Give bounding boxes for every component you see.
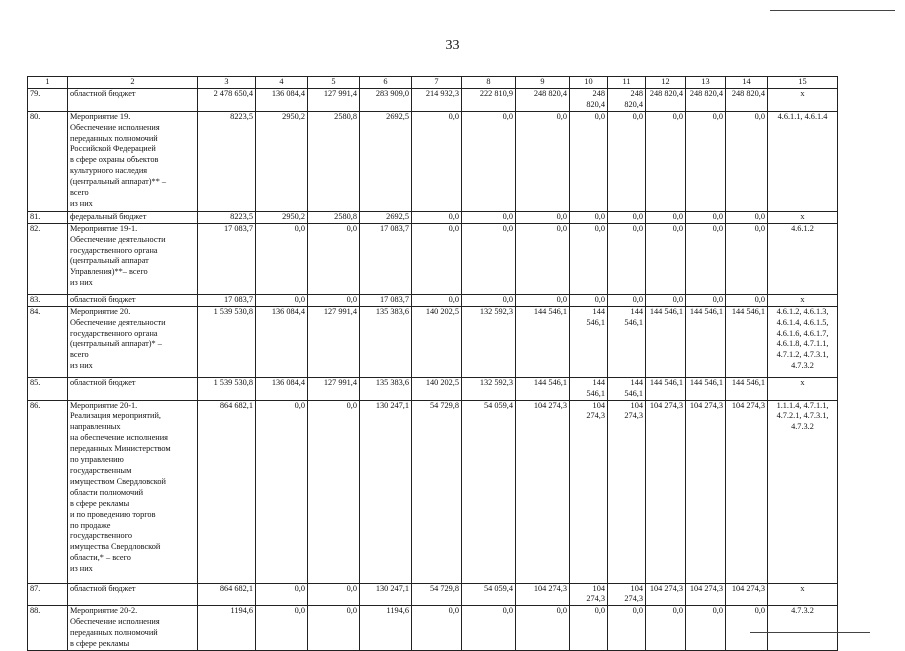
amount-cell: 104 274,3 (608, 400, 646, 583)
amount-cell: 1 539 530,8 (198, 377, 256, 400)
amount-cell: 104 274,3 (726, 400, 768, 583)
amount-cell: 17 083,7 (198, 223, 256, 294)
target-codes-cell: x (768, 211, 838, 223)
amount-cell: 0,0 (686, 111, 726, 211)
row-number-cell: 85. (28, 377, 68, 400)
amount-cell: 140 202,5 (412, 306, 462, 377)
table-row (28, 583, 838, 606)
target-codes-cell: 4.7.3.2 (768, 606, 838, 651)
amount-cell: 104 274,3 (608, 583, 646, 606)
amount-cell: 104 274,3 (686, 583, 726, 606)
amount-cell: 8223,5 (198, 111, 256, 211)
amount-cell: 136 084,4 (256, 306, 308, 377)
item-name-cell: Мероприятие 19-1. Обеспечение деятельности государственного органа (центральный аппарат Управления)**– всего из них (68, 223, 198, 294)
target-codes-cell: 4.6.1.2, 4.6.1.3, 4.6.1.4, 4.6.1.5, 4.6.1.6, 4.6.1.7, 4.6.1.8, 4.7.1.1, 4.7.1.2, 4.7.3.1, 4.7.3.2 (768, 306, 838, 377)
amount-cell: 0,0 (646, 223, 686, 294)
amount-cell: 17 083,7 (198, 294, 256, 306)
table-row (28, 223, 838, 294)
amount-cell: 0,0 (256, 223, 308, 294)
amount-cell: 0,0 (412, 211, 462, 223)
amount-cell: 1194,6 (198, 606, 256, 651)
amount-cell: 0,0 (308, 294, 360, 306)
amount-cell: 0,0 (462, 111, 516, 211)
amount-cell: 144 546,1 (646, 306, 686, 377)
amount-cell: 0,0 (686, 211, 726, 223)
column-number-cell: 10 (570, 77, 608, 89)
amount-cell: 135 383,6 (360, 306, 412, 377)
row-number-cell: 86. (28, 400, 68, 583)
amount-cell: 144 546,1 (608, 306, 646, 377)
amount-cell: 283 909,0 (360, 88, 412, 111)
target-codes-cell: 4.6.1.2 (768, 223, 838, 294)
amount-cell: 127 991,4 (308, 88, 360, 111)
amount-cell: 0,0 (412, 606, 462, 651)
amount-cell: 0,0 (516, 111, 570, 211)
amount-cell: 0,0 (256, 400, 308, 583)
amount-cell: 0,0 (726, 211, 768, 223)
amount-cell: 104 274,3 (570, 400, 608, 583)
amount-cell: 0,0 (570, 111, 608, 211)
amount-cell: 0,0 (412, 223, 462, 294)
amount-cell: 0,0 (686, 606, 726, 651)
row-number-cell: 81. (28, 211, 68, 223)
amount-cell: 0,0 (726, 294, 768, 306)
column-number-cell: 15 (768, 77, 838, 89)
target-codes-cell: x (768, 294, 838, 306)
table-row (28, 606, 838, 651)
column-number-cell: 13 (686, 77, 726, 89)
amount-cell: 0,0 (256, 606, 308, 651)
column-number-cell: 3 (198, 77, 256, 89)
target-codes-cell: x (768, 377, 838, 400)
amount-cell: 0,0 (608, 211, 646, 223)
column-number-cell: 7 (412, 77, 462, 89)
amount-cell: 0,0 (570, 294, 608, 306)
target-codes-cell: 1.1.1.4, 4.7.1.1, 4.7.2.1, 4.7.3.1, 4.7.3.2 (768, 400, 838, 583)
amount-cell: 144 546,1 (686, 377, 726, 400)
amount-cell: 0,0 (256, 294, 308, 306)
amount-cell: 0,0 (608, 223, 646, 294)
item-name-cell: областной бюджет (68, 88, 198, 111)
amount-cell: 132 592,3 (462, 306, 516, 377)
amount-cell: 144 546,1 (726, 377, 768, 400)
column-number-cell: 4 (256, 77, 308, 89)
amount-cell: 0,0 (686, 223, 726, 294)
row-number-cell: 83. (28, 294, 68, 306)
amount-cell: 0,0 (308, 400, 360, 583)
target-codes-cell: x (768, 88, 838, 111)
row-number-cell: 87. (28, 583, 68, 606)
target-codes-cell: x (768, 583, 838, 606)
row-number-cell: 80. (28, 111, 68, 211)
table-row (28, 111, 838, 211)
amount-cell: 136 084,4 (256, 377, 308, 400)
column-number-cell: 12 (646, 77, 686, 89)
amount-cell: 2580,8 (308, 111, 360, 211)
column-number-cell: 14 (726, 77, 768, 89)
amount-cell: 0,0 (608, 294, 646, 306)
amount-cell: 1194,6 (360, 606, 412, 651)
amount-cell: 0,0 (516, 211, 570, 223)
amount-cell: 54 059,4 (462, 400, 516, 583)
amount-cell: 144 546,1 (608, 377, 646, 400)
amount-cell: 0,0 (516, 606, 570, 651)
column-number-cell: 1 (28, 77, 68, 89)
table-header-row (28, 77, 838, 89)
amount-cell: 104 274,3 (516, 400, 570, 583)
amount-cell: 0,0 (686, 294, 726, 306)
amount-cell: 0,0 (608, 606, 646, 651)
amount-cell: 140 202,5 (412, 377, 462, 400)
column-number-cell: 8 (462, 77, 516, 89)
budget-table (27, 76, 838, 651)
top-rule (770, 10, 895, 11)
item-name-cell: областной бюджет (68, 377, 198, 400)
amount-cell: 54 059,4 (462, 583, 516, 606)
item-name-cell: Мероприятие 20. Обеспечение деятельности государственного органа (центральный аппарат)* – всего из них (68, 306, 198, 377)
amount-cell: 127 991,4 (308, 306, 360, 377)
amount-cell: 248 820,4 (686, 88, 726, 111)
amount-cell: 1 539 530,8 (198, 306, 256, 377)
table-row (28, 400, 838, 583)
amount-cell: 2 478 650,4 (198, 88, 256, 111)
amount-cell: 104 274,3 (726, 583, 768, 606)
amount-cell: 0,0 (608, 111, 646, 211)
amount-cell: 104 274,3 (686, 400, 726, 583)
amount-cell: 222 810,9 (462, 88, 516, 111)
amount-cell: 0,0 (516, 294, 570, 306)
amount-cell: 864 682,1 (198, 583, 256, 606)
amount-cell: 130 247,1 (360, 400, 412, 583)
item-name-cell: Мероприятие 19. Обеспечение исполнения переданных полномочий Российской Федерацией в сфере охраны объектов культурного наследия (центральный аппарат)** – всего из них (68, 111, 198, 211)
amount-cell: 248 820,4 (646, 88, 686, 111)
amount-cell: 144 546,1 (646, 377, 686, 400)
amount-cell: 2950,2 (256, 111, 308, 211)
table-row (28, 211, 838, 223)
amount-cell: 0,0 (412, 111, 462, 211)
item-name-cell: областной бюджет (68, 294, 198, 306)
table-row (28, 294, 838, 306)
table-row (28, 377, 838, 400)
amount-cell: 0,0 (570, 211, 608, 223)
amount-cell: 0,0 (462, 606, 516, 651)
row-number-cell: 88. (28, 606, 68, 651)
row-number-cell: 84. (28, 306, 68, 377)
column-number-cell: 9 (516, 77, 570, 89)
item-name-cell: федеральный бюджет (68, 211, 198, 223)
amount-cell: 144 546,1 (570, 377, 608, 400)
amount-cell: 104 274,3 (646, 583, 686, 606)
table-row (28, 88, 838, 111)
amount-cell: 144 546,1 (570, 306, 608, 377)
amount-cell: 0,0 (462, 294, 516, 306)
column-number-cell: 6 (360, 77, 412, 89)
amount-cell: 104 274,3 (570, 583, 608, 606)
amount-cell: 864 682,1 (198, 400, 256, 583)
amount-cell: 54 729,8 (412, 400, 462, 583)
amount-cell: 144 546,1 (686, 306, 726, 377)
amount-cell: 0,0 (308, 606, 360, 651)
amount-cell: 104 274,3 (516, 583, 570, 606)
target-codes-cell: 4.6.1.1, 4.6.1.4 (768, 111, 838, 211)
amount-cell: 136 084,4 (256, 88, 308, 111)
amount-cell: 0,0 (570, 606, 608, 651)
amount-cell: 0,0 (462, 223, 516, 294)
amount-cell: 0,0 (646, 294, 686, 306)
amount-cell: 17 083,7 (360, 223, 412, 294)
amount-cell: 248 820,4 (570, 88, 608, 111)
item-name-cell: областной бюджет (68, 583, 198, 606)
amount-cell: 130 247,1 (360, 583, 412, 606)
amount-cell: 104 274,3 (646, 400, 686, 583)
amount-cell: 248 820,4 (516, 88, 570, 111)
amount-cell: 54 729,8 (412, 583, 462, 606)
amount-cell: 0,0 (570, 223, 608, 294)
amount-cell: 0,0 (256, 583, 308, 606)
amount-cell: 144 546,1 (516, 306, 570, 377)
page-number: 33 (445, 38, 460, 53)
amount-cell: 144 546,1 (516, 377, 570, 400)
amount-cell: 0,0 (726, 606, 768, 651)
bottom-rule (750, 632, 870, 633)
amount-cell: 0,0 (308, 583, 360, 606)
amount-cell: 2692,5 (360, 111, 412, 211)
amount-cell: 2580,8 (308, 211, 360, 223)
row-number-cell: 82. (28, 223, 68, 294)
amount-cell: 2692,5 (360, 211, 412, 223)
column-number-cell: 5 (308, 77, 360, 89)
amount-cell: 144 546,1 (726, 306, 768, 377)
amount-cell: 0,0 (412, 294, 462, 306)
amount-cell: 132 592,3 (462, 377, 516, 400)
amount-cell: 0,0 (308, 223, 360, 294)
amount-cell: 214 932,3 (412, 88, 462, 111)
amount-cell: 135 383,6 (360, 377, 412, 400)
column-number-cell: 11 (608, 77, 646, 89)
amount-cell: 127 991,4 (308, 377, 360, 400)
amount-cell: 0,0 (726, 223, 768, 294)
amount-cell: 248 820,4 (726, 88, 768, 111)
amount-cell: 0,0 (462, 211, 516, 223)
item-name-cell: Мероприятие 20-2. Обеспечение исполнения переданных полномочий в сфере рекламы (68, 606, 198, 651)
amount-cell: 0,0 (726, 111, 768, 211)
column-number-cell: 2 (68, 77, 198, 89)
amount-cell: 17 083,7 (360, 294, 412, 306)
amount-cell: 248 820,4 (608, 88, 646, 111)
row-number-cell: 79. (28, 88, 68, 111)
item-name-cell: Мероприятие 20-1. Реализация мероприятий, направленных на обеспечение исполнения переданных Министерством по управлению государственным имуществом Свердловской области полномочий в сфере рекламы и по проведению торгов по продаже государственного имущества Свердловской области,* – всего из них (68, 400, 198, 583)
amount-cell: 0,0 (646, 606, 686, 651)
amount-cell: 0,0 (646, 111, 686, 211)
amount-cell: 2950,2 (256, 211, 308, 223)
amount-cell: 0,0 (646, 211, 686, 223)
table-row (28, 306, 838, 377)
amount-cell: 8223,5 (198, 211, 256, 223)
amount-cell: 0,0 (516, 223, 570, 294)
